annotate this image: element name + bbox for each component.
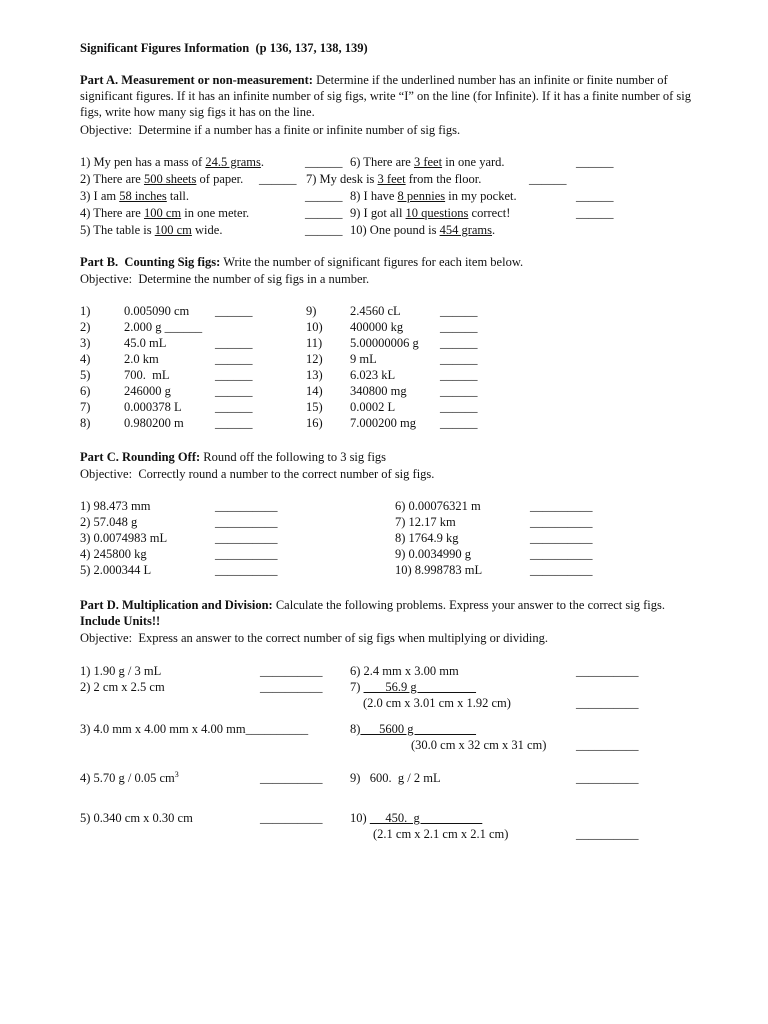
part-b-value: 2.000 g ______ bbox=[124, 320, 203, 334]
part-c-intro bbox=[80, 449, 386, 465]
part-d-question-10: 10) 450. g bbox=[350, 811, 483, 825]
part-b-number: 3) bbox=[80, 336, 91, 350]
part-a-heading: Part A. Measurement or non-measurement: bbox=[80, 73, 313, 87]
part-b-objective: Objective: Determine the number of sig figs in a number. bbox=[80, 272, 370, 286]
answer-blank[interactable]: ______ bbox=[440, 368, 478, 382]
part-b-value: 700. mL bbox=[124, 368, 170, 382]
part-c-item: 3) 0.0074983 mL bbox=[80, 531, 168, 545]
part-b-value: 0.000378 L bbox=[124, 400, 182, 414]
part-b-value: 0.980200 m bbox=[124, 416, 184, 430]
part-b-value: 2.0 km bbox=[124, 352, 159, 366]
part-d-question-9: 9) 600. g / 2 mL bbox=[350, 771, 441, 785]
part-c-item: 2) 57.048 g bbox=[80, 515, 138, 529]
part-b-number: 9) bbox=[306, 304, 317, 318]
part-d-question-8: 8) 5600 g bbox=[350, 722, 477, 736]
part-c-item: 9) 0.0034990 g bbox=[395, 547, 472, 561]
fraction-denominator: (2.1 cm x 2.1 cm x 2.1 cm) bbox=[373, 827, 509, 841]
part-b-heading: Part B. Counting Sig figs: bbox=[80, 255, 221, 269]
answer-blank[interactable]: ______ bbox=[440, 400, 478, 414]
answer-blank[interactable]: __________ bbox=[530, 563, 593, 577]
answer-blank[interactable]: ______ bbox=[215, 352, 253, 366]
part-d-heading: Part D. Multiplication and Division: bbox=[80, 598, 273, 612]
part-c-objective: Objective: Correctly round a number to the correct number of sig figs. bbox=[80, 467, 435, 481]
part-b-number: 12) bbox=[306, 352, 323, 366]
answer-blank[interactable]: ______ bbox=[215, 368, 253, 382]
answer-blank[interactable]: __________ bbox=[576, 771, 639, 785]
part-a-instructions: Determine if the underlined number has an infinite or finite number of significant figures. If it has an infinite number of sig figs, write “I” on the line (for Infinite). If it has a finite number of sig figs, write how many sig figs it has on the line. bbox=[80, 73, 691, 119]
answer-blank[interactable]: ______ bbox=[215, 336, 253, 350]
part-a-item: 9) I got all 10 questions correct! bbox=[350, 206, 511, 220]
part-d-intro bbox=[80, 597, 695, 629]
part-b-value: 0.0002 L bbox=[350, 400, 396, 414]
answer-blank[interactable]: ______ bbox=[529, 172, 567, 186]
answer-blank[interactable]: __________ bbox=[260, 680, 323, 694]
answer-blank[interactable]: ______ bbox=[440, 416, 478, 430]
part-c-instructions: Round off the following to 3 sig figs bbox=[200, 450, 387, 464]
answer-blank[interactable]: ______ bbox=[215, 304, 253, 318]
part-a-item: 3) I am 58 inches tall. bbox=[80, 189, 190, 203]
answer-blank[interactable]: __________ bbox=[260, 771, 323, 785]
part-b-value: 6.023 kL bbox=[350, 368, 396, 382]
part-b-intro bbox=[80, 254, 523, 270]
part-c-item: 10) 8.998783 mL bbox=[395, 563, 483, 577]
part-a-intro bbox=[80, 72, 695, 120]
part-a-item: 1) My pen has a mass of 24.5 grams. bbox=[80, 155, 265, 169]
answer-blank[interactable]: ______ bbox=[440, 352, 478, 366]
part-a-objective: Objective: Determine if a number has a finite or infinite number of sig figs. bbox=[80, 123, 461, 137]
part-a-item: 4) There are 100 cm in one meter. bbox=[80, 206, 250, 220]
part-b-number: 8) bbox=[80, 416, 91, 430]
answer-blank[interactable]: __________ bbox=[215, 499, 278, 513]
answer-blank[interactable]: __________ bbox=[530, 499, 593, 513]
answer-blank[interactable]: __________ bbox=[530, 531, 593, 545]
answer-blank[interactable]: __________ bbox=[530, 547, 593, 561]
answer-blank[interactable]: ______ bbox=[305, 206, 343, 220]
part-b-value: 5.00000006 g bbox=[350, 336, 419, 350]
answer-blank[interactable]: ______ bbox=[440, 336, 478, 350]
answer-blank[interactable]: ______ bbox=[440, 384, 478, 398]
part-b-number: 7) bbox=[80, 400, 91, 414]
fraction-denominator: (30.0 cm x 32 cm x 31 cm) bbox=[411, 738, 547, 752]
part-b-number: 6) bbox=[80, 384, 91, 398]
answer-blank[interactable]: __________ bbox=[576, 738, 639, 752]
part-b-value: 2.4560 cL bbox=[350, 304, 401, 318]
part-b-number: 14) bbox=[306, 384, 323, 398]
answer-blank[interactable]: ______ bbox=[440, 304, 478, 318]
answer-blank[interactable]: ______ bbox=[305, 155, 343, 169]
part-d-question-2: 2) 2 cm x 2.5 cm bbox=[80, 680, 165, 694]
answer-blank[interactable]: ______ bbox=[305, 223, 343, 237]
part-b-number: 15) bbox=[306, 400, 323, 414]
part-b-number: 4) bbox=[80, 352, 91, 366]
part-d-objective: Objective: Express an answer to the correct number of sig figs when multiplying or dividing. bbox=[80, 631, 548, 645]
part-a-item: 6) There are 3 feet in one yard. bbox=[350, 155, 505, 169]
part-b-value: 340800 mg bbox=[350, 384, 407, 398]
part-c-item: 4) 245800 kg bbox=[80, 547, 147, 561]
part-a-item: 5) The table is 100 cm wide. bbox=[80, 223, 223, 237]
part-b-value: 45.0 mL bbox=[124, 336, 167, 350]
part-d-question-7: 7) 56.9 g bbox=[350, 680, 477, 694]
part-b-value: 9 mL bbox=[350, 352, 377, 366]
part-d-question-4: 4) 5.70 g / 0.05 $cm^3$ bbox=[80, 769, 179, 785]
part-b-instructions: Write the number of significant figures for each item below. bbox=[220, 255, 524, 269]
part-b-value: 7.000200 mg bbox=[350, 416, 416, 430]
answer-blank[interactable]: __________ bbox=[215, 515, 278, 529]
answer-blank[interactable]: __________ bbox=[260, 664, 323, 678]
answer-blank[interactable]: __________ bbox=[260, 811, 323, 825]
answer-blank[interactable]: ______ bbox=[440, 320, 478, 334]
part-b-number: 10) bbox=[306, 320, 323, 334]
answer-blank[interactable]: __________ bbox=[215, 563, 278, 577]
part-a-item: 2) There are 500 sheets of paper. bbox=[80, 172, 244, 186]
part-b-value: 246000 g bbox=[124, 384, 171, 398]
answer-blank[interactable]: ______ bbox=[215, 384, 253, 398]
part-b-number: 2) bbox=[80, 320, 91, 334]
part-d-question-3[interactable]: 3) 4.0 mm x 4.00 mm x 4.00 mm__________ bbox=[80, 722, 309, 736]
part-b-value: 400000 kg bbox=[350, 320, 404, 334]
fraction-denominator: (2.0 cm x 3.01 cm x 1.92 cm) bbox=[363, 696, 511, 710]
part-a-item: 7) My desk is 3 feet from the floor. bbox=[306, 172, 482, 186]
part-d-question-6: 6) 2.4 mm x 3.00 mm bbox=[350, 664, 459, 678]
answer-blank[interactable]: ______ bbox=[305, 189, 343, 203]
answer-blank[interactable]: ______ bbox=[576, 155, 614, 169]
answer-blank[interactable]: ______ bbox=[576, 206, 614, 220]
answer-blank[interactable]: __________ bbox=[530, 515, 593, 529]
part-d-question-1: 1) 1.90 g / 3 mL bbox=[80, 664, 162, 678]
answer-blank[interactable]: ______ bbox=[259, 172, 297, 186]
part-b-number: 11) bbox=[306, 336, 323, 350]
part-c-item: 8) 1764.9 kg bbox=[395, 531, 459, 545]
part-d-instructions: Calculate the following problems. Express your answer to the correct sig figs. bbox=[272, 598, 665, 612]
answer-blank[interactable]: ______ bbox=[215, 416, 253, 430]
part-b-number: 13) bbox=[306, 368, 323, 382]
part-a-item: 10) One pound is 454 grams. bbox=[350, 223, 496, 237]
part-a-item: 8) I have 8 pennies in my pocket. bbox=[350, 189, 517, 203]
part-d-question-5: 5) 0.340 cm x 0.30 cm bbox=[80, 811, 193, 825]
answer-blank[interactable]: __________ bbox=[215, 531, 278, 545]
answer-blank[interactable]: __________ bbox=[215, 547, 278, 561]
answer-blank[interactable]: __________ bbox=[576, 696, 639, 710]
part-c-item: 5) 2.000344 L bbox=[80, 563, 152, 577]
answer-blank[interactable]: __________ bbox=[576, 827, 639, 841]
part-c-item: 6) 0.00076321 m bbox=[395, 499, 481, 513]
answer-blank[interactable]: ______ bbox=[576, 189, 614, 203]
answer-blank[interactable]: __________ bbox=[576, 664, 639, 678]
part-b-number: 5) bbox=[80, 368, 91, 382]
part-b-value: 0.005090 cm bbox=[124, 304, 190, 318]
answer-blank[interactable]: ______ bbox=[215, 400, 253, 414]
part-b-number: 16) bbox=[306, 416, 323, 430]
include-units-note: Include Units!! bbox=[80, 614, 161, 628]
part-b-number: 1) bbox=[80, 304, 91, 318]
part-c-heading: Part C. Rounding Off: bbox=[80, 450, 201, 464]
page-title: Significant Figures Information (p 136, 137, 138, 139) bbox=[80, 41, 368, 55]
part-c-item: 7) 12.17 km bbox=[395, 515, 456, 529]
part-c-item: 1) 98.473 mm bbox=[80, 499, 151, 513]
